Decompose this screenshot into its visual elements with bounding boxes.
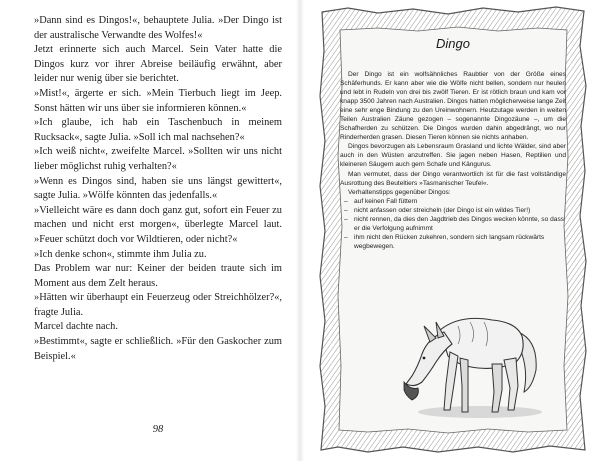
info-paragraph: Man vermutet, dass der Dingo verantwortlich ist für die fast vollständige Ausrottung des Beuteltiers »Tasmanischer Teufel«.	[340, 170, 566, 187]
info-title: Dingo	[436, 36, 470, 51]
info-paragraph: Der Dingo ist ein wolfsähnliches Raubtier von der Größe eines Schäferhunds. Er kann aber wie die Wölfe nicht bellen, sondern nur heulen und lebt in Rudeln von drei bis zwölf Tieren. Er ist rötlich braun und kam vor knapp 3500 Jahren nach Australien. Dingos hatten möglicherweise lange Zeit eine sehr enge Bindung zu den Ureinwohnern. Heutzutage werden in weiten Teilen Australien Zäune gezogen – sogenannte Dingozäune –, um die Schafherden zu schützen. Die Dingos wurden dahin abgedrängt, wo nur Rinderherden grasen. Diesen Tieren können sie nichts anhaben.	[340, 71, 566, 142]
right-page	[304, 0, 600, 461]
paragraph: »Ich weiß nicht«, zweifelte Marcel. »Sollten wir uns nicht lieber möglichst ruhig verhalten?«	[34, 146, 282, 172]
paragraph: »Hätten wir überhaupt ein Feuerzeug oder Streichhölzer?«, fragte Julia.	[34, 292, 282, 318]
paragraph: »Bestimmt«, sagte er schließlich. »Für den Gaskocher zum Beispiel.«	[34, 336, 282, 362]
tip-item: – auf keinen Fall füttern	[340, 197, 566, 206]
paragraph: Marcel dachte nach.	[34, 321, 118, 333]
paragraph: »Ich glaube, ich hab ein Taschenbuch in meinem Rucksack«, sagte Julia. »Soll ich mal nachsehen?«	[34, 117, 282, 143]
tip-item: – nicht rennen, da dies den Jagdtrieb des Dingos wecken könnte, so dass er die Verfolgung aufnimmt	[340, 215, 566, 233]
tip-item: – ihm nicht den Rücken zukehren, sondern sich langsam rückwärts wegbewegen.	[340, 233, 566, 251]
paragraph: »Vielleicht wäre es dann doch ganz gut, sofort ein Feuer zu machen und nicht erst morgen«, überlegte Marcel laut. »Feuer schützt doch vor Wildtieren, oder nicht?«	[34, 204, 282, 245]
info-paragraph: Dingos bevorzugen als Lebensraum Grasland und lichte Wälder, sind aber auch in den Wüsten anzutreffen. Sie jagen neben Hasen, Reptilien und kleineren Säugern auch gern Schafe und Kängurus.	[340, 143, 566, 169]
paragraph: Das Problem war nur: Keiner der beiden traute sich im Moment aus dem Zelt heraus.	[34, 263, 282, 289]
info-box-frame	[318, 6, 588, 454]
paragraph: »Wenn es Dingos sind, haben sie uns längst gewittert«, sagte Julia. »Wölfe könnten das jedenfalls.«	[34, 175, 282, 202]
page-number: 98	[152, 424, 164, 435]
paragraph: »Ich denke schon«, stimmte ihm Julia zu.	[34, 248, 207, 260]
info-text	[340, 70, 566, 251]
paragraph: Jetzt erinnerte sich auch Marcel. Sein Vater hatte die Dingos kurz vor ihrer Abreise beiläufig erwähnt, aber leider nur wenig über sie berichtet.	[34, 44, 282, 85]
paragraph: »Mist!«, ärgerte er sich. »Mein Tierbuch liegt im Jeep. Sonst hätten wir uns über sie informieren können.«	[34, 87, 282, 114]
book-gutter	[296, 0, 304, 461]
tips-title: Verhaltenstipps gegenüber Dingos:	[348, 188, 451, 196]
left-page	[34, 14, 282, 454]
dingo-drawing-icon	[400, 292, 550, 422]
info-card	[340, 30, 566, 430]
paragraph: »Dann sind es Dingos!«, behauptete Julia. »Der Dingo ist der australische Verwandte des Wolfes!«	[34, 15, 282, 41]
tip-item: – nicht anfassen oder streicheln (der Dingo ist ein wildes Tier!)	[340, 206, 566, 215]
tips-list	[340, 197, 566, 251]
